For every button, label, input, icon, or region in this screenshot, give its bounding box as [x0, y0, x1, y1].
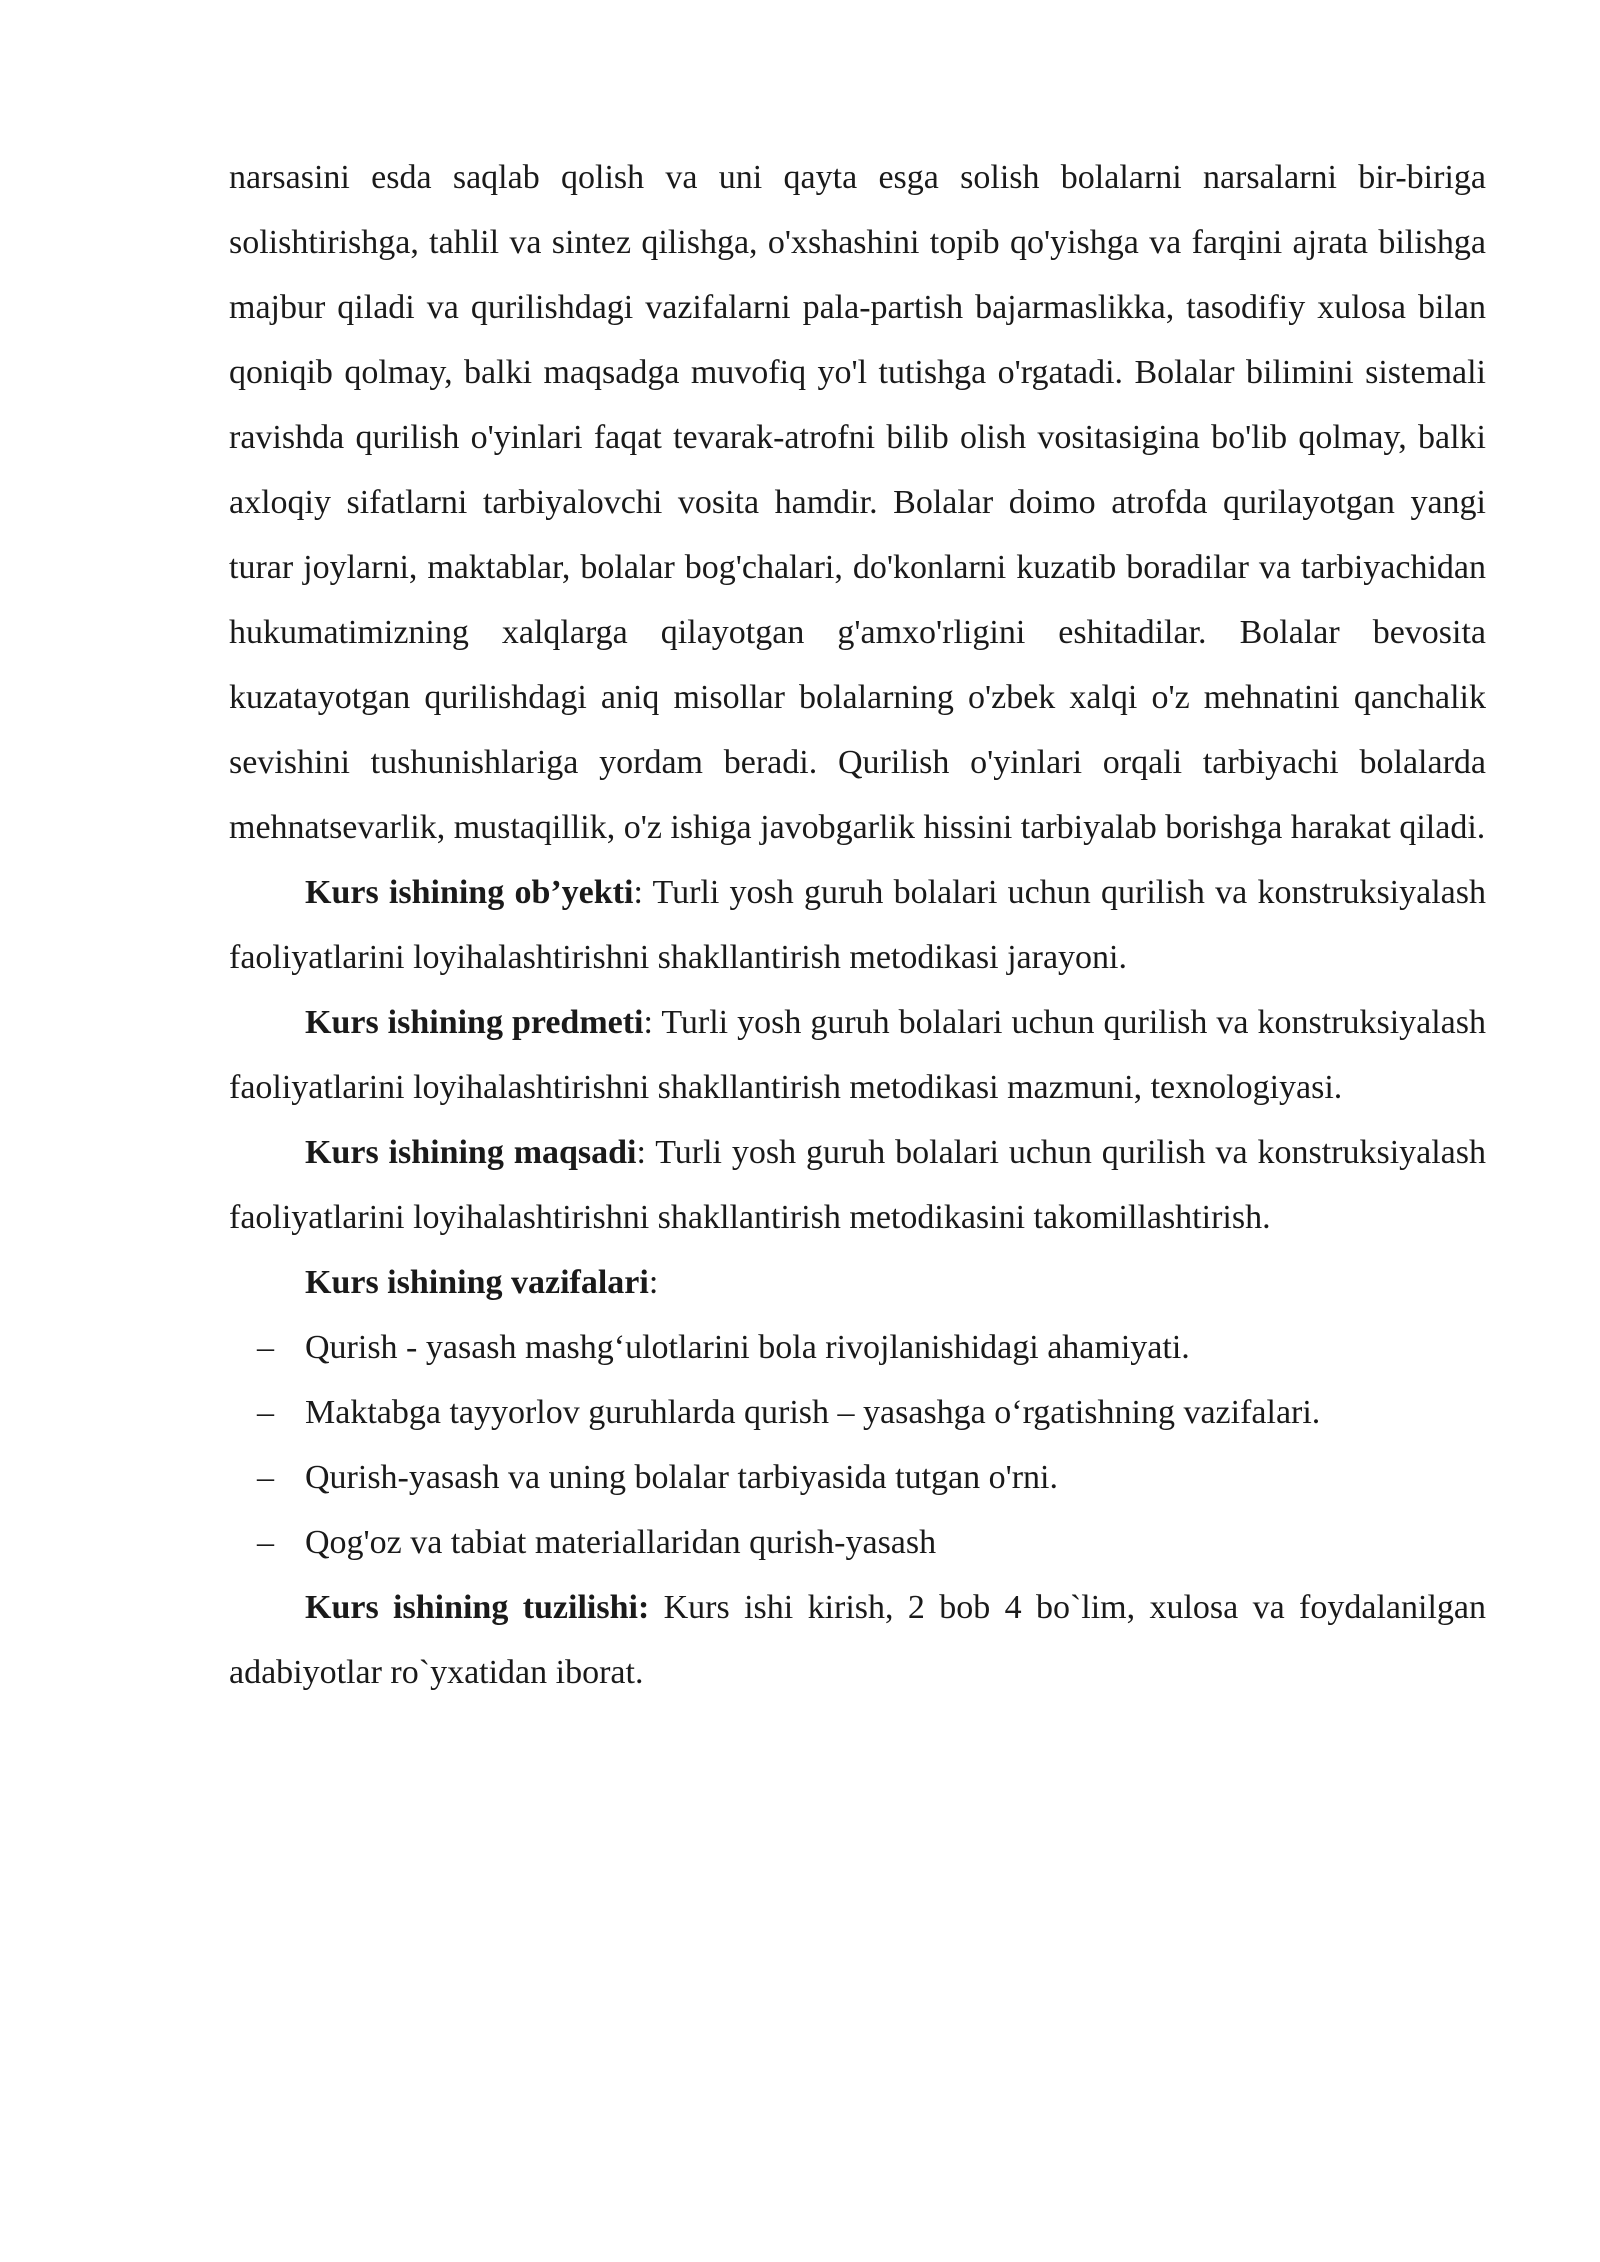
- structure-paragraph: [229, 1575, 1486, 1705]
- tasks-heading: [229, 1250, 1486, 1315]
- tasks-separator: :: [648, 1264, 659, 1301]
- structure-label: Kurs ishining tuzilishi:: [305, 1589, 650, 1626]
- list-item-text: Qog'oz va tabiat materiallaridan qurish-yasash: [305, 1524, 937, 1561]
- goal-separator: :: [636, 1134, 646, 1171]
- intro-paragraph: narsasini esda saqlab qolish va uni qayta esga solish bolalarni narsalarni bir-biriga solishtirishga, tahlil va sintez qilishga, o'xshashini topib qo'yishga va farqini ajrata bilishga majbur qiladi va qurilishdagi vazifalarni pala-partish bajarmaslikka, tasodifiy xulosa bilan qoniqib qolmay, balki maqsadga muvofiq yo'l tutishga o'rgatadi. Bolalar bilimini sistemali ravishda qurilish o'yinlari faqat tevarak-atrofni bilib olish vositasigina bo'lib qolmay, balki axloqiy sifatlarni tarbiyalovchi vosita hamdir. Bolalar doimo atrofda qurilayotgan yangi turar joylarni, maktablar, bolalar bog'chalari, do'konlarni kuzatib boradilar va tarbiyachidan hukumatimizning xalqlarga qilayotgan g'amxo'rligini eshitadilar. Bolalar bevosita kuzatayotgan qurilishdagi aniq misollar bolalarning o'zbek xalqi o'z mehnatini qanchalik sevishini tushunishlariga yordam beradi. Qurilish o'yinlari orqali tarbiyachi bolalarda mehnatsevarlik, mustaqillik, o'z ishiga javobgarlik hissini tarbiyalab borishga harakat qiladi.: [229, 159, 1486, 846]
- list-item: [229, 1445, 1486, 1510]
- list-item: [229, 1510, 1486, 1575]
- object-separator: :: [633, 874, 643, 911]
- list-dash: –: [257, 1329, 274, 1366]
- tasks-list: [229, 1315, 1486, 1575]
- structure-text: Kurs ishi kirish, 2 bob 4 bo`lim, xulosa va foydalanilgan adabiyotlar ro`yxatidan iborat.: [229, 1589, 1486, 1691]
- list-item-text: Maktabga tayyorlov guruhlarda qurish – yasashga o‘rgatishning vazifalari.: [305, 1394, 1321, 1431]
- document-page: [229, 145, 1486, 1705]
- list-item-text: Qurish-yasash va uning bolalar tarbiyasida tutgan o'rni.: [305, 1459, 1058, 1496]
- object-label: Kurs ishining ob’yekti: [305, 874, 634, 911]
- list-dash: –: [257, 1459, 274, 1496]
- list-item-text: Qurish - yasash mashg‘ulotlarini bola rivojlanishidagi ahamiyati.: [305, 1329, 1190, 1366]
- list-dash: –: [257, 1394, 274, 1431]
- subject-label: Kurs ishining predmeti: [305, 1004, 644, 1041]
- list-dash: –: [257, 1524, 274, 1561]
- goal-text: Turli yosh guruh bolalari uchun qurilish va konstruksiyalash faoliyatlarini loyihalashtirishni shakllantirish metodikasini takomillashtirish.: [229, 1134, 1487, 1236]
- subject-separator: :: [643, 1004, 653, 1041]
- object-text: Turli yosh guruh bolalari uchun qurilish va konstruksiyalash faoliyatlarini loyihalashtirishni shakllantirish metodikasi jarayoni.: [229, 874, 1486, 976]
- subject-paragraph: [229, 990, 1486, 1120]
- object-paragraph: [229, 860, 1486, 990]
- list-item: [229, 1315, 1486, 1380]
- tasks-label: Kurs ishining vazifalari: [305, 1264, 649, 1301]
- goal-paragraph: [229, 1120, 1486, 1250]
- subject-text: Turli yosh guruh bolalari uchun qurilish va konstruksiyalash faoliyatlarini loyihalashtirishni shakllantirish metodikasi mazmuni, texnologiyasi.: [229, 1004, 1487, 1106]
- list-item: [229, 1380, 1486, 1445]
- goal-label: Kurs ishining maqsadi: [305, 1134, 637, 1171]
